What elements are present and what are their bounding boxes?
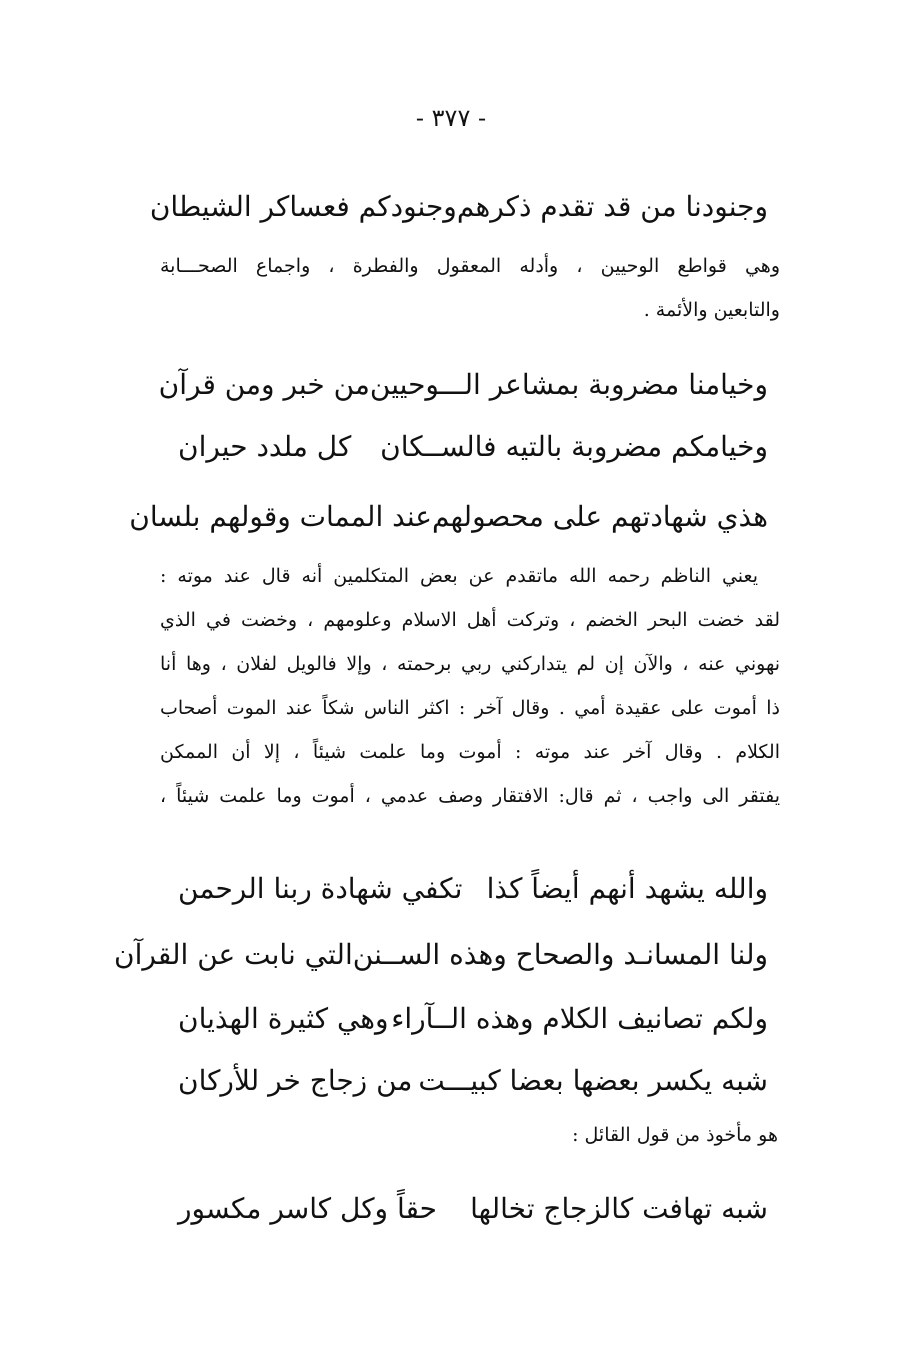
verse-line (149, 182, 768, 230)
verse-line (178, 422, 768, 470)
verse-second-hemistich: من زجاج خر للأركان (178, 1063, 413, 1097)
verse-line (178, 864, 768, 912)
commentary-line: يفتقر الى واجب ، ثم قال: الافتقار وصف عدمي ، أموت وما علمت شيئاً ، (160, 785, 780, 807)
commentary-line: ذا أموت على عقيدة أمي . وقال آخر : اكثر الناس شكاً عند الموت أصحاب (160, 697, 780, 719)
commentary-line: وهي قواطع الوحيين ، وأدله المعقول والفطرة ، واجماع الصحـــابة (160, 255, 780, 277)
verse-first-hemistich: شبه يكسر بعضها بعضا كبيـــت (418, 1063, 768, 1097)
verse-first-hemistich: وجنودنا من قد تقدم ذكرهم (456, 189, 768, 223)
commentary-paragraph (160, 244, 780, 332)
commentary-line: والتابعين والأئمة . (643, 299, 780, 321)
commentary-line: يعني الناظم رحمه الله ماتقدم عن بعض المتكلمين أنه قال عند موته : (160, 565, 758, 587)
verse-second-hemistich: كل ملدد حيران (178, 429, 352, 463)
verse-first-hemistich: وخيامكم مضروبة بالتيه فالســكان (380, 429, 768, 463)
verse-line (114, 930, 768, 978)
verse-second-hemistich: التي نابت عن القرآن (114, 937, 353, 971)
verse-line (178, 1184, 768, 1232)
verse-second-hemistich: تكفي شهادة ربنا الرحمن (178, 871, 463, 905)
verse-first-hemistich: شبه تهافت كالزجاج تخالها (470, 1191, 768, 1225)
verse-line (178, 994, 768, 1042)
verse-second-hemistich: من خبر ومن قرآن (158, 367, 370, 401)
verse-first-hemistich: وخيامنا مضروبة بمشاعر الـــوحيين (369, 367, 768, 401)
verse-first-hemistich: هذي شهادتهم على محصولهم (432, 499, 768, 533)
verse-first-hemistich: ولنا المسانـد والصحاح وهذه الســنن (352, 937, 768, 971)
verse-second-hemistich: وجنودكم فعساكر الشيطان (149, 189, 457, 223)
verse-line (158, 360, 768, 408)
commentary-line: الكلام . وقال آخر عند موته : أموت وما علمت شيئاً ، إلا أن الممكن (160, 741, 780, 763)
verse-second-hemistich: حقاً وكل كاسر مكسور (178, 1191, 437, 1225)
verse-second-hemistich: وهي كثيرة الهذيان (178, 1001, 389, 1035)
commentary-line: لقد خضت البحر الخضم ، وتركت أهل الاسلام وعلومهم ، وخضت في الذي (160, 609, 780, 631)
commentary-paragraph (160, 554, 780, 818)
commentary-line: هو مأخوذ من قول القائل : (572, 1124, 778, 1146)
commentary-line: نهوني عنه ، والآن إن لم يتداركني ربي برحمته ، وإلا فالويل لفلان ، وها أنا (160, 653, 780, 675)
verse-line (129, 492, 768, 540)
verse-line (178, 1056, 768, 1104)
verse-first-hemistich: والله يشهد أنهم أيضاً كذا (486, 871, 768, 905)
verse-second-hemistich: عند الممات وقولهم بلسان (129, 499, 432, 533)
verse-first-hemistich: ولكم تصانيف الكلام وهذه الــآراء (391, 1001, 768, 1035)
page-number: - ٣٧٧ - (415, 104, 487, 132)
